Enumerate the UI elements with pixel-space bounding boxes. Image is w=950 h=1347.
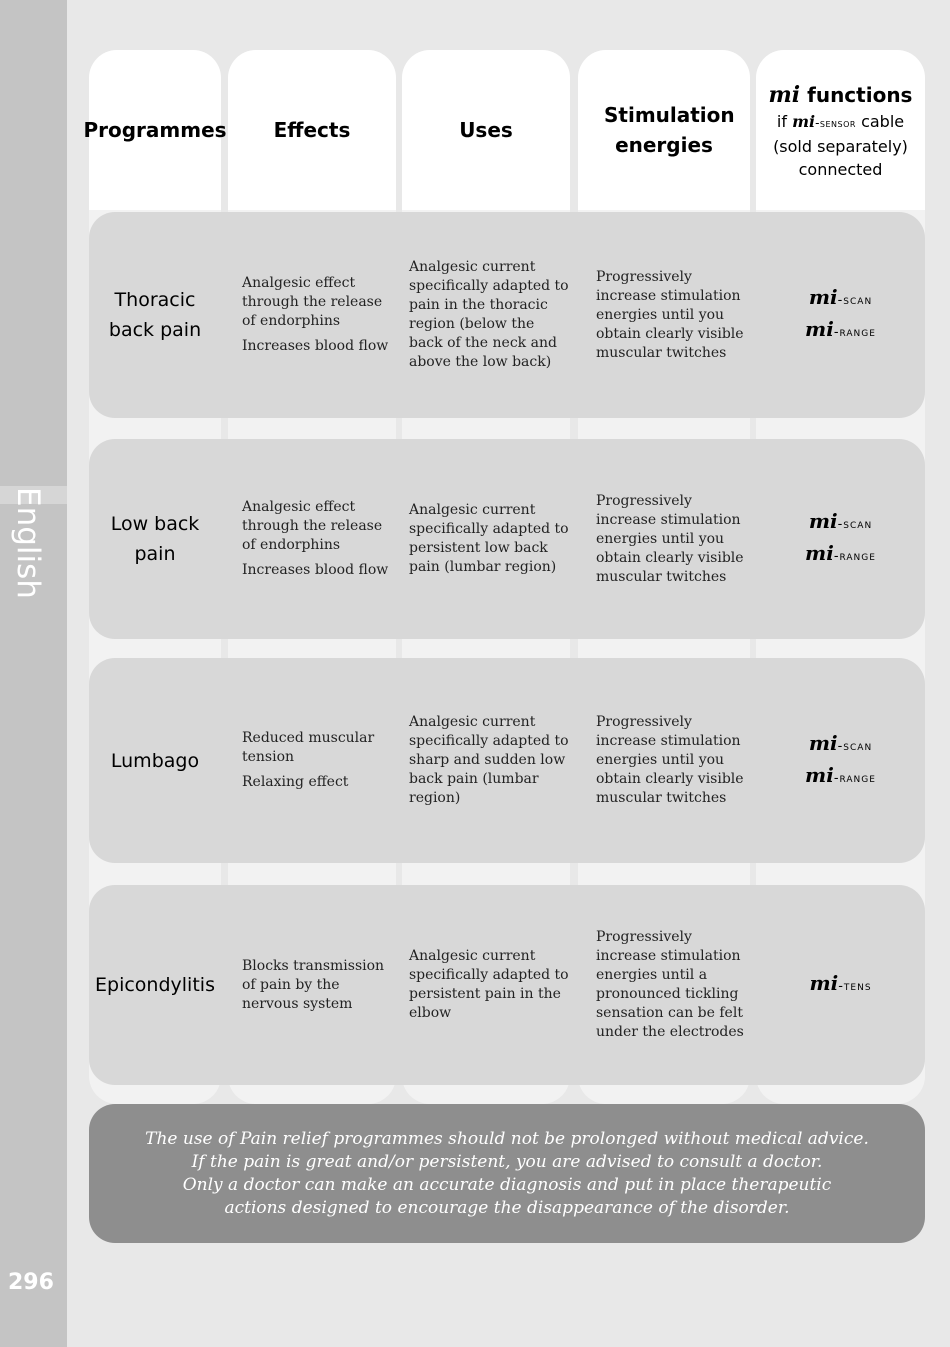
function-name: -scan xyxy=(837,517,873,532)
notice-line: Only a doctor can make an accurate diagnosis and put in place therapeutic xyxy=(182,1174,832,1195)
mi-logo: mi xyxy=(808,730,838,755)
page-number: 296 xyxy=(8,1270,54,1295)
header-programmes xyxy=(83,50,227,210)
uses-text: Analgesic current specifically adapted to pain in the thoracic region (below the back of the neck and above the low back) xyxy=(409,259,569,370)
function-item xyxy=(809,283,872,315)
function-name: -range xyxy=(833,325,876,340)
notice-line: The use of Pain relief programmes should not be prolonged without medical advice. xyxy=(145,1128,869,1149)
function-item xyxy=(805,539,876,571)
header-functions-title-text: functions xyxy=(807,82,913,107)
stimulation-text: Progressively increase stimulation energies until you obtain clearly visible muscular twitches xyxy=(596,492,744,585)
uses-cell xyxy=(409,439,569,639)
function-name: -scan xyxy=(837,738,873,754)
stimulation-text: Progressively increase stimulation energies until you obtain clearly visible muscular twitches xyxy=(596,268,744,361)
header-effects xyxy=(228,50,396,210)
effects-cell xyxy=(242,885,392,1085)
effects-cell xyxy=(242,212,392,418)
programme-cell xyxy=(89,439,221,639)
mi-logo: mi xyxy=(768,81,801,108)
functions-cell xyxy=(756,885,925,1085)
header-functions-title xyxy=(769,80,913,110)
effect-text: Relaxing effect xyxy=(242,774,349,790)
mi-logo: mi xyxy=(805,541,834,565)
stimulation-cell xyxy=(596,658,746,863)
uses-cell xyxy=(409,658,569,863)
effect-text: Blocks transmission of pain by the nervous system xyxy=(242,957,385,1012)
function-item xyxy=(805,761,876,793)
programme-name: Low back pain xyxy=(110,513,200,565)
uses-text: Analgesic current specifically adapted to persistent pain in the elbow xyxy=(409,948,569,1021)
effect-text: Increases blood flow xyxy=(242,562,389,578)
programme-cell xyxy=(89,658,221,863)
medical-advice-notice xyxy=(89,1104,925,1243)
uses-text: Analgesic current specifically adapted to persistent low back pain (lumbar region) xyxy=(409,502,569,575)
mi-logo: mi xyxy=(808,509,838,533)
function-item xyxy=(809,507,872,539)
notice-line: actions designed to encourage the disappearance of the disorder. xyxy=(224,1197,790,1218)
header-effects-label: Effects xyxy=(273,118,351,142)
header-stimulation-label: Stimulation energies xyxy=(604,103,735,157)
header-uses xyxy=(402,50,570,210)
programme-name: Epicondylitis xyxy=(95,974,215,996)
effects-cell xyxy=(242,439,392,639)
header-functions-sensor: -sensor xyxy=(815,115,856,130)
header-uses-label: Uses xyxy=(459,118,513,142)
mi-logo: mi xyxy=(805,317,834,341)
mi-logo: mi xyxy=(809,971,839,995)
mi-logo: mi xyxy=(805,762,834,787)
notice-line: If the pain is great and/or persistent, you are advised to consult a doctor. xyxy=(191,1151,823,1172)
function-item xyxy=(809,729,872,761)
stimulation-text: Progressively increase stimulation energies until a pronounced tickling sensation can be felt under the electrodes xyxy=(596,929,744,1040)
header-functions-cable: cable xyxy=(861,111,905,131)
side-strip xyxy=(0,0,67,1347)
effect-text: Reduced muscular tension xyxy=(242,730,375,765)
table-row xyxy=(89,658,925,863)
programme-name: Thoracic back pain xyxy=(108,289,202,341)
mi-logo: mi xyxy=(808,285,838,309)
header-programmes-label: Programmes xyxy=(83,118,227,142)
uses-text: Analgesic current specifically adapted to sharp and sudden low back pain (lumbar region) xyxy=(409,714,569,806)
function-item xyxy=(809,969,871,1001)
function-name: -range xyxy=(833,770,876,786)
stimulation-text: Progressively increase stimulation energies until you obtain clearly visible muscular twitches xyxy=(596,714,744,806)
function-name: -scan xyxy=(837,293,873,308)
functions-cell xyxy=(756,658,925,863)
function-item xyxy=(805,315,876,347)
uses-cell xyxy=(409,885,569,1085)
programme-cell xyxy=(89,212,221,418)
header-functions-line3: connected xyxy=(798,159,883,179)
table-row xyxy=(89,885,925,1085)
effect-text: Analgesic effect through the release of endorphins xyxy=(242,499,383,553)
functions-cell xyxy=(756,212,925,418)
stimulation-cell xyxy=(596,212,746,418)
header-stimulation xyxy=(578,50,750,210)
programme-cell xyxy=(89,885,221,1085)
functions-cell xyxy=(756,439,925,639)
effect-text: Increases blood flow xyxy=(242,338,389,354)
uses-cell xyxy=(409,212,569,418)
header-functions-if: if xyxy=(776,111,787,131)
stimulation-cell xyxy=(596,439,746,639)
table-row xyxy=(89,439,925,639)
programme-name: Lumbago xyxy=(110,749,200,772)
function-name: -tens xyxy=(838,979,872,994)
mi-logo: mi xyxy=(792,111,816,131)
header-functions-line1 xyxy=(777,110,904,135)
language-label: English xyxy=(10,487,46,599)
table-row xyxy=(89,212,925,418)
function-name: -range xyxy=(833,549,876,564)
effects-cell xyxy=(242,658,392,863)
stimulation-cell xyxy=(596,885,746,1085)
effect-text: Analgesic effect through the release of endorphins xyxy=(242,275,383,329)
header-functions-line2: (sold separately) xyxy=(773,136,908,156)
header-functions xyxy=(756,50,925,210)
